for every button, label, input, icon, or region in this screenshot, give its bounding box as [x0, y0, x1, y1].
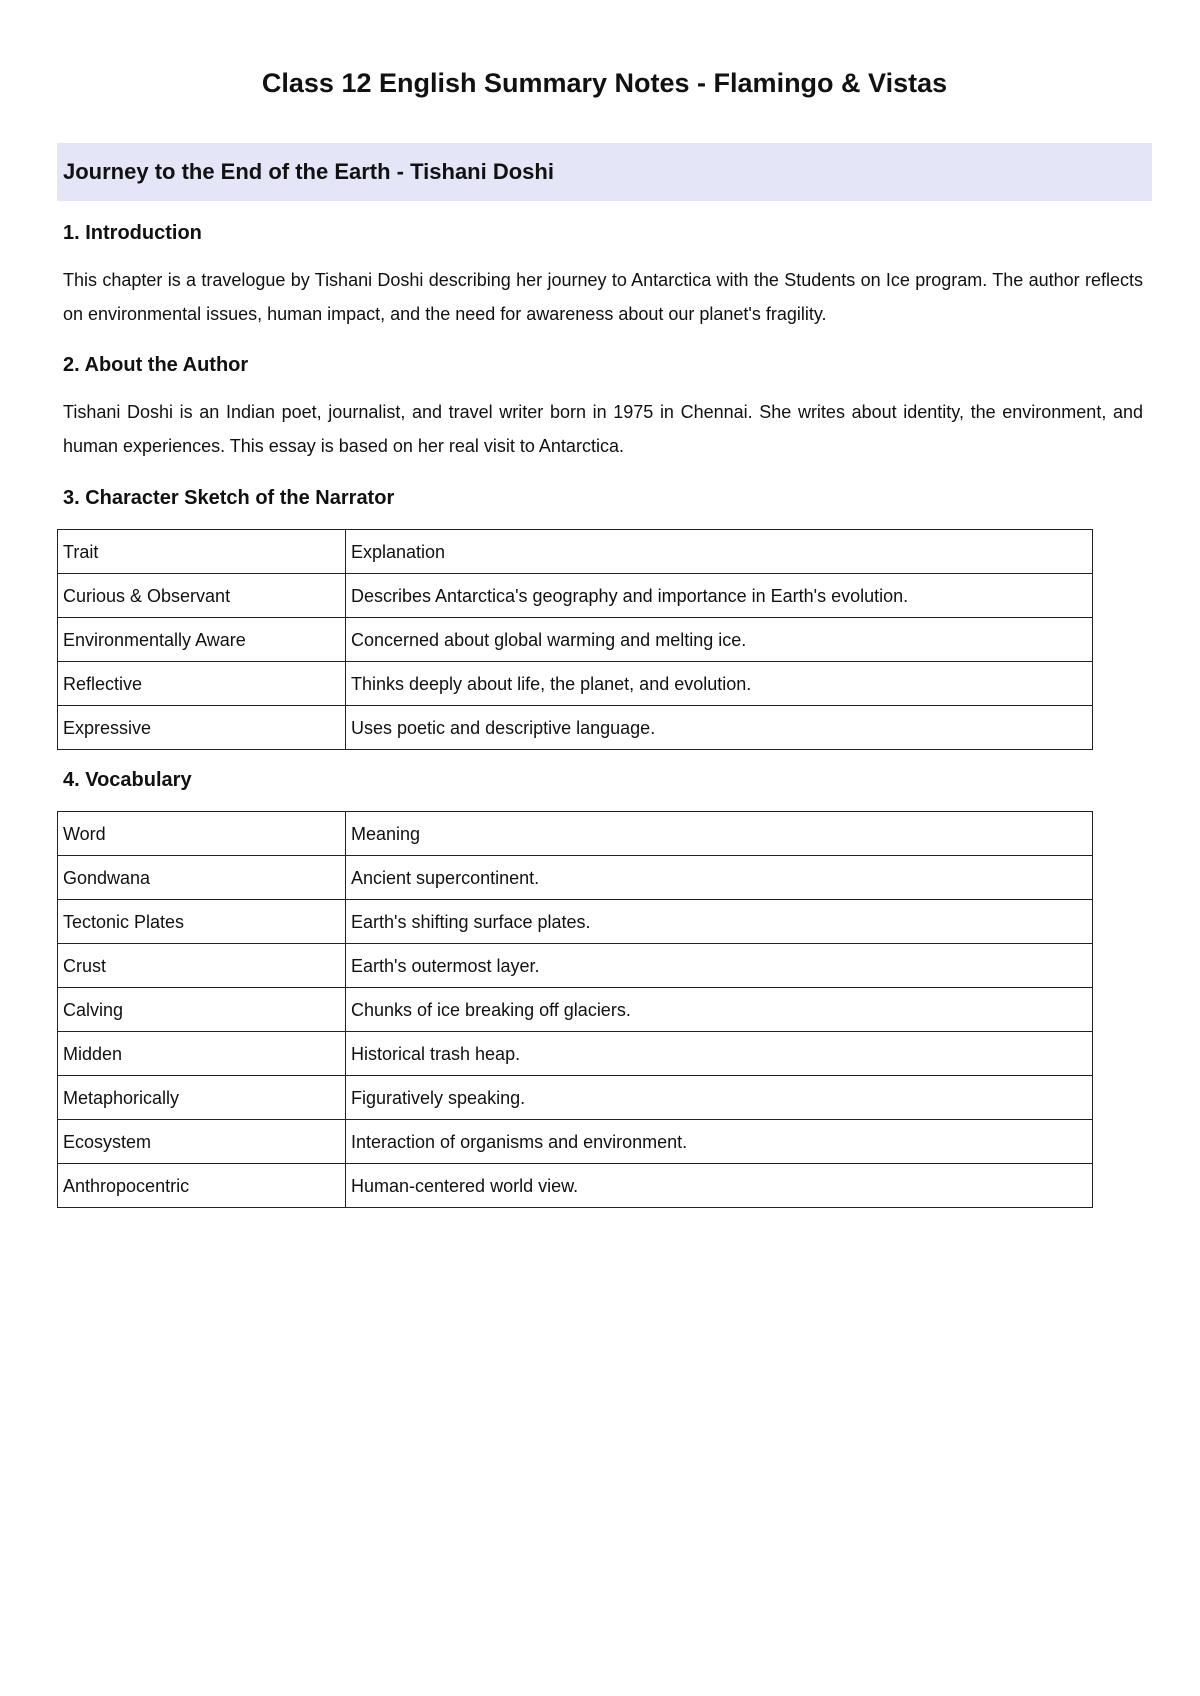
- word-cell: Crust: [58, 944, 346, 988]
- chapter-heading-banner: Journey to the End of the Earth - Tishani Doshi: [57, 143, 1152, 201]
- table-row: [58, 944, 1093, 988]
- meaning-cell: Chunks of ice breaking off glaciers.: [346, 988, 1093, 1032]
- table-row: [58, 1032, 1093, 1076]
- table-header-row: [58, 530, 1093, 574]
- word-cell: Tectonic Plates: [58, 900, 346, 944]
- word-cell: Metaphorically: [58, 1076, 346, 1120]
- meaning-cell: Figuratively speaking.: [346, 1076, 1093, 1120]
- word-cell: Midden: [58, 1032, 346, 1076]
- vocabulary-heading: 4. Vocabulary: [63, 769, 192, 791]
- word-cell: Ecosystem: [58, 1120, 346, 1164]
- table-header-cell: Trait: [58, 530, 346, 574]
- about-author-heading: 2. About the Author: [63, 354, 249, 376]
- explanation-cell: Uses poetic and descriptive language.: [346, 706, 1093, 750]
- document-title: Class 12 English Summary Notes - Flamingo & Vistas: [261, 68, 948, 98]
- about-author-text: Tishani Doshi is an Indian poet, journalist, and travel writer born in 1975 in Chennai. She writes about identity, the environment, and human experiences. This essay is based on her real visit to Antarctica.: [63, 402, 1143, 456]
- trait-cell: Environmentally Aware: [58, 618, 346, 662]
- table-header-cell: Meaning: [346, 812, 1093, 856]
- word-cell: Calving: [58, 988, 346, 1032]
- table-row: [58, 900, 1093, 944]
- table-row: [58, 706, 1093, 750]
- trait-cell: Reflective: [58, 662, 346, 706]
- introduction-heading: 1. Introduction: [63, 222, 202, 244]
- explanation-cell: Describes Antarctica's geography and importance in Earth's evolution.: [346, 574, 1093, 618]
- word-cell: Gondwana: [58, 856, 346, 900]
- character-sketch-table: [57, 529, 1093, 750]
- table-row: [58, 856, 1093, 900]
- table-row: [58, 1120, 1093, 1164]
- meaning-cell: Historical trash heap.: [346, 1032, 1093, 1076]
- table-header-row: [58, 812, 1093, 856]
- introduction-text: This chapter is a travelogue by Tishani Doshi describing her journey to Antarctica with the Students on Ice program. The author reflects on environmental issues, human impact, and the need for awareness about our planet's fragility.: [63, 270, 1143, 324]
- trait-cell: Curious & Observant: [58, 574, 346, 618]
- trait-cell: Expressive: [58, 706, 346, 750]
- table-header-cell: Explanation: [346, 530, 1093, 574]
- table-row: [58, 988, 1093, 1032]
- character-sketch-heading: 3. Character Sketch of the Narrator: [63, 487, 395, 509]
- explanation-cell: Concerned about global warming and melting ice.: [346, 618, 1093, 662]
- table-row: [58, 1164, 1093, 1208]
- explanation-cell: Thinks deeply about life, the planet, and evolution.: [346, 662, 1093, 706]
- table-row: [58, 618, 1093, 662]
- meaning-cell: Ancient supercontinent.: [346, 856, 1093, 900]
- meaning-cell: Earth's shifting surface plates.: [346, 900, 1093, 944]
- meaning-cell: Interaction of organisms and environment.: [346, 1120, 1093, 1164]
- table-row: [58, 574, 1093, 618]
- meaning-cell: Human-centered world view.: [346, 1164, 1093, 1208]
- meaning-cell: Earth's outermost layer.: [346, 944, 1093, 988]
- word-cell: Anthropocentric: [58, 1164, 346, 1208]
- table-row: [58, 1076, 1093, 1120]
- table-row: [58, 662, 1093, 706]
- table-header-cell: Word: [58, 812, 346, 856]
- vocabulary-table: [57, 811, 1093, 1208]
